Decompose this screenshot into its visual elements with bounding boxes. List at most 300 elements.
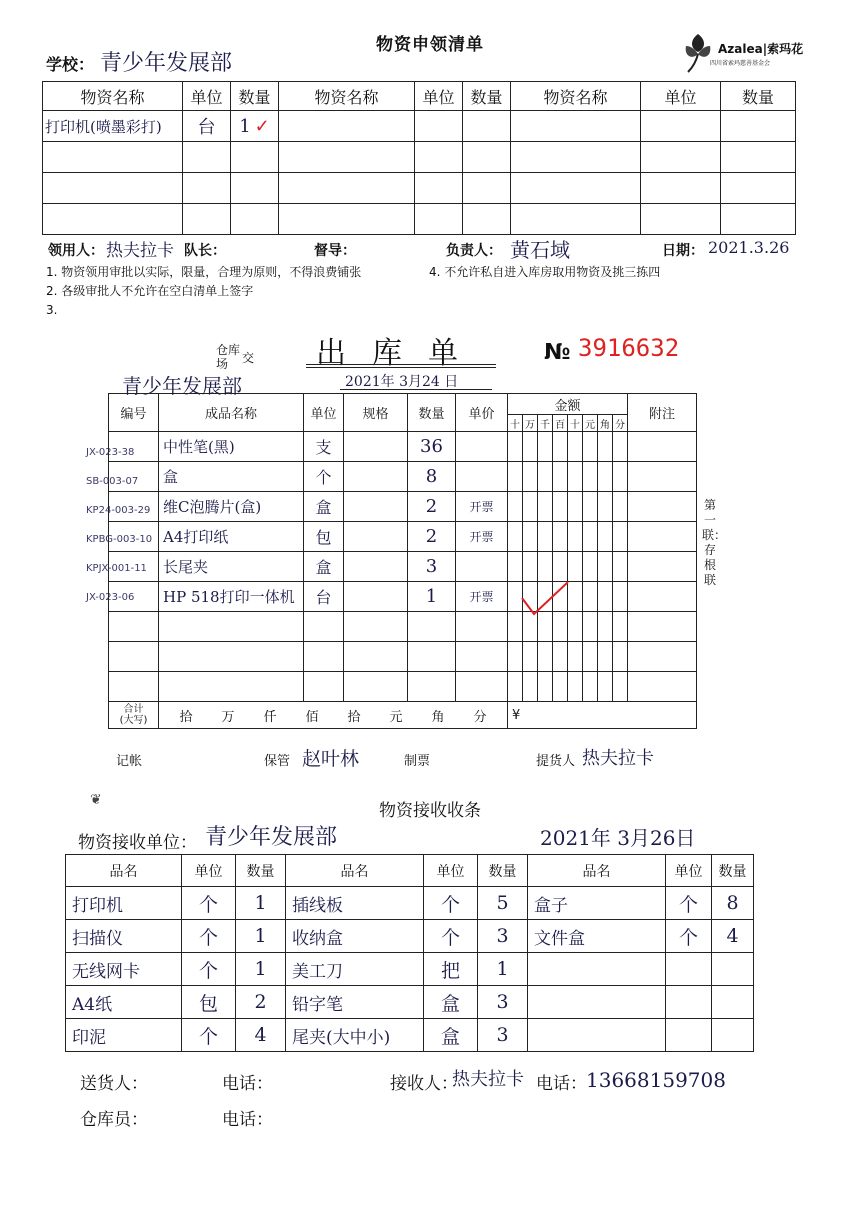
table-cell: 盒 — [304, 492, 344, 522]
leaf-icon: ❦ — [90, 792, 102, 808]
outbound-signature-row — [116, 750, 696, 772]
column-header: 数量 — [236, 855, 286, 887]
warehouse-side-label — [216, 343, 255, 371]
table-cell — [583, 462, 598, 492]
table-cell — [598, 462, 613, 492]
table-header-row — [109, 394, 697, 415]
table-cell — [628, 432, 697, 462]
foundation-logo — [680, 30, 804, 80]
signature-row — [48, 240, 808, 262]
warehouse-keeper-label: 仓库员： — [80, 1110, 148, 1130]
table-cell: 3 — [478, 1019, 528, 1052]
table-cell — [344, 642, 408, 672]
pickup-value: 热夫拉卡 — [582, 748, 654, 769]
table-cell — [159, 642, 304, 672]
table-cell: 个 — [182, 1019, 236, 1052]
table-cell: 1 — [478, 953, 528, 986]
column-header: 编号 — [109, 394, 159, 432]
table-cell — [511, 111, 641, 142]
amount-col: 万 — [523, 415, 538, 432]
table-cell: 8 — [408, 462, 456, 492]
quantity-value: 1 — [239, 115, 251, 137]
table-cell — [613, 462, 628, 492]
table-cell: 铅字笔 — [286, 986, 424, 1019]
table-cell — [598, 552, 613, 582]
total-unit: 元 — [389, 709, 403, 725]
total-unit: 佰 — [305, 709, 319, 725]
requisition-table — [42, 81, 796, 235]
item-code: KPBG-003-10 — [86, 534, 153, 545]
table-cell — [159, 612, 304, 642]
amount-col: 千 — [538, 415, 553, 432]
table-cell — [508, 432, 523, 462]
table-cell — [712, 986, 754, 1019]
table-cell — [408, 642, 456, 672]
table-row — [43, 111, 796, 142]
table-cell: 1 — [236, 920, 286, 953]
table-cell — [523, 462, 538, 492]
item-code: JX-023-06 — [86, 592, 135, 603]
column-header: 数量 — [721, 82, 796, 111]
transfer-label: 交 — [242, 351, 255, 365]
table-cell — [598, 582, 613, 612]
table-cell — [456, 642, 508, 672]
table-cell — [628, 522, 697, 552]
table-cell: 4 — [236, 1019, 286, 1052]
table-cell: 中性笔(黑) — [159, 432, 304, 462]
receiver-value: 热夫拉卡 — [452, 1069, 524, 1090]
table-cell — [538, 432, 553, 462]
custodian-label: 保管 — [264, 754, 291, 769]
table-cell — [109, 642, 159, 672]
supervisor-label: 督导： — [314, 243, 356, 259]
table-cell — [344, 492, 408, 522]
total-unit: 角 — [431, 709, 445, 725]
table-cell — [641, 111, 721, 142]
table-cell — [538, 552, 553, 582]
receiver-phone-label: 电话： — [536, 1074, 587, 1094]
table-cell — [598, 492, 613, 522]
table-cell — [628, 462, 697, 492]
table-cell — [721, 111, 796, 142]
receiving-unit-label: 物资接收单位： — [78, 833, 197, 853]
table-cell: 美工刀 — [286, 953, 424, 986]
table-cell — [159, 672, 304, 702]
table-cell — [456, 462, 508, 492]
table-cell: 盒 — [424, 986, 478, 1019]
table-cell — [553, 462, 568, 492]
column-header: 数量 — [231, 82, 279, 111]
table-cell — [666, 1019, 712, 1052]
table-cell — [553, 642, 568, 672]
table-cell — [456, 432, 508, 462]
table-cell: 开票 — [456, 492, 508, 522]
table-cell — [568, 672, 583, 702]
table-cell — [568, 552, 583, 582]
table-cell — [523, 522, 538, 552]
table-cell: 个 — [182, 953, 236, 986]
table-cell — [344, 672, 408, 702]
warehouse-phone-label: 电话： — [222, 1110, 273, 1130]
amount-col: 角 — [598, 415, 613, 432]
table-cell — [528, 953, 666, 986]
table-cell: HP 518打印一体机 — [159, 582, 304, 612]
table-cell — [508, 552, 523, 582]
logo-name: Azalea|索玛花 — [718, 42, 804, 56]
table-cell — [598, 642, 613, 672]
table-cell — [628, 582, 697, 612]
table-cell — [523, 492, 538, 522]
form1-title: 物资申领清单 — [376, 35, 484, 55]
table-cell: 3 — [408, 552, 456, 582]
table-cell: 个 — [666, 920, 712, 953]
table-row — [109, 582, 697, 612]
table-cell — [344, 462, 408, 492]
receiving-unit-value: 青少年发展部 — [205, 825, 338, 850]
table-cell: 开票 — [456, 522, 508, 552]
table-cell: 文件盒 — [528, 920, 666, 953]
table-cell: 无线网卡 — [66, 953, 182, 986]
table-cell — [538, 492, 553, 522]
flower-icon — [680, 30, 716, 74]
column-header: 成品名称 — [159, 394, 304, 432]
table-cell — [109, 462, 159, 492]
table-cell: 个 — [666, 887, 712, 920]
table-cell — [344, 612, 408, 642]
item-code: JX-023-38 — [86, 447, 135, 458]
table-cell — [553, 432, 568, 462]
note-4: 4. 不允许私自进入库房取用物资及挑三拣四 — [429, 265, 661, 279]
table-cell — [613, 552, 628, 582]
responsible-value: 黄石域 — [510, 238, 570, 262]
column-header: 数量 — [712, 855, 754, 887]
table-cell: 盒子 — [528, 887, 666, 920]
table-cell — [523, 432, 538, 462]
number-value: 3916632 — [578, 334, 680, 362]
table-cell — [408, 612, 456, 642]
table-cell: 打印机(喷墨彩打) — [43, 111, 183, 142]
table-cell — [666, 986, 712, 1019]
recipient-value: 热夫拉卡 — [106, 241, 174, 261]
table-cell — [553, 492, 568, 522]
column-header: 单位 — [666, 855, 712, 887]
table-row — [109, 612, 697, 642]
school-value: 青少年发展部 — [100, 51, 233, 76]
table-row — [43, 173, 796, 204]
table-cell — [508, 522, 523, 552]
note-1: 1. 物资领用审批以实际，限量，合理为原则，不得浪费铺张 — [46, 265, 362, 279]
table-row — [66, 1019, 754, 1052]
total-unit: 分 — [473, 709, 487, 725]
table-cell — [456, 612, 508, 642]
pickup-label: 提货人 — [536, 754, 576, 769]
table-cell — [344, 522, 408, 552]
column-header: 单位 — [415, 82, 463, 111]
department-value: 青少年发展部 — [122, 374, 242, 398]
amount-col: 十 — [508, 415, 523, 432]
total-row — [109, 702, 697, 729]
table-cell: 盒 — [424, 1019, 478, 1052]
table-cell — [538, 672, 553, 702]
table-row — [43, 204, 796, 235]
table-cell — [109, 492, 159, 522]
table-row — [109, 492, 697, 522]
table-cell — [568, 522, 583, 552]
table-cell — [109, 612, 159, 642]
table-cell — [344, 582, 408, 612]
school-label: 学校： — [46, 55, 95, 74]
table-header-row — [43, 82, 796, 111]
recipient-label: 领用人： — [48, 243, 104, 259]
sender-label: 送货人： — [80, 1074, 148, 1094]
receipt-date: 2021年 3月26日 — [540, 826, 696, 850]
table-cell — [344, 432, 408, 462]
table-cell — [583, 492, 598, 522]
table-cell: 打印机 — [66, 887, 182, 920]
table-cell — [598, 432, 613, 462]
yen-symbol: ¥ — [512, 707, 521, 723]
table-cell — [508, 492, 523, 522]
amount-col: 十 — [568, 415, 583, 432]
table-cell — [583, 432, 598, 462]
outbound-date: 2021年 3月24 日 — [345, 374, 459, 390]
table-cell: 5 — [478, 887, 528, 920]
table-cell — [553, 522, 568, 552]
note-3: 3. — [46, 303, 58, 317]
column-header: 数量 — [478, 855, 528, 887]
table-cell — [583, 642, 598, 672]
table-cell — [553, 552, 568, 582]
copy-note: 第一联：存根联 — [702, 498, 727, 587]
responsible-label: 负责人： — [446, 243, 502, 259]
amount-col: 元 — [583, 415, 598, 432]
table-row — [109, 642, 697, 672]
table-cell: 长尾夹 — [159, 552, 304, 582]
table-cell: 包 — [304, 522, 344, 552]
receipt-footer — [80, 1066, 780, 1146]
table-cell — [583, 672, 598, 702]
column-header: 物资名称 — [43, 82, 183, 111]
table-cell: A4纸 — [66, 986, 182, 1019]
table-cell — [408, 672, 456, 702]
table-cell — [508, 642, 523, 672]
column-header: 附注 — [628, 394, 697, 432]
column-header: 品名 — [528, 855, 666, 887]
item-code: KP24-003-29 — [86, 505, 151, 516]
warehouse-label: 仓库 场 — [216, 343, 241, 371]
table-cell: 2 — [408, 522, 456, 552]
table-cell: 个 — [182, 920, 236, 953]
table-cell — [598, 612, 613, 642]
table-row — [109, 462, 697, 492]
column-header: 品名 — [286, 855, 424, 887]
table-cell — [538, 642, 553, 672]
table-cell — [109, 552, 159, 582]
table-cell — [628, 552, 697, 582]
table-row — [66, 986, 754, 1019]
table-row — [109, 672, 697, 702]
table-row — [43, 142, 796, 173]
logo-subtitle: 四川省索玛慈善基金会 — [710, 60, 771, 67]
check-mark-icon: ✓ — [254, 115, 270, 137]
table-cell: 个 — [304, 462, 344, 492]
table-row — [109, 432, 697, 462]
table-cell: 个 — [424, 920, 478, 953]
column-header: 单价 — [456, 394, 508, 432]
table-cell — [538, 462, 553, 492]
table-cell — [613, 642, 628, 672]
table-cell: 插线板 — [286, 887, 424, 920]
total-unit: 仟 — [263, 709, 277, 725]
table-cell — [568, 642, 583, 672]
table-cell: 尾夹(大中小) — [286, 1019, 424, 1052]
date-value: 2021.3.26 — [708, 238, 790, 257]
item-code: SB-003-07 — [86, 476, 139, 487]
table-cell — [628, 642, 697, 672]
maker-label: 制票 — [404, 754, 431, 769]
column-header: 品名 — [66, 855, 182, 887]
table-cell: 8 — [712, 887, 754, 920]
table-cell — [568, 462, 583, 492]
table-cell — [109, 582, 159, 612]
outbound-title: 出库单 — [316, 336, 484, 371]
table-cell — [523, 642, 538, 672]
column-header: 单位 — [304, 394, 344, 432]
table-cell — [508, 462, 523, 492]
table-header-row — [66, 855, 754, 887]
column-header: 数量 — [463, 82, 511, 111]
table-row — [66, 920, 754, 953]
table-cell: 36 — [408, 432, 456, 462]
table-cell — [613, 612, 628, 642]
receipt-title: 物资接收收条 — [379, 801, 481, 821]
table-cell — [613, 432, 628, 462]
table-cell — [538, 522, 553, 552]
table-cell — [583, 612, 598, 642]
table-cell — [598, 522, 613, 552]
table-cell — [613, 582, 628, 612]
table-cell: 支 — [304, 432, 344, 462]
table-row — [66, 887, 754, 920]
receiver-phone-value: 13668159708 — [586, 1068, 726, 1092]
table-cell: 个 — [182, 887, 236, 920]
amount-col: 百 — [553, 415, 568, 432]
table-cell: 4 — [712, 920, 754, 953]
total-unit: 万 — [221, 709, 235, 725]
table-cell — [583, 522, 598, 552]
table-cell: 个 — [424, 887, 478, 920]
column-header: 规格 — [344, 394, 408, 432]
table-cell: 印泥 — [66, 1019, 182, 1052]
column-header: 单位 — [424, 855, 478, 887]
table-cell — [613, 522, 628, 552]
column-header: 单位 — [182, 855, 236, 887]
table-cell: 3 — [478, 986, 528, 1019]
table-cell — [583, 582, 598, 612]
column-header: 数量 — [408, 394, 456, 432]
title-underline — [306, 364, 496, 365]
outbound-table — [108, 393, 697, 729]
table-cell — [304, 642, 344, 672]
table-cell — [712, 953, 754, 986]
table-cell: 1 — [236, 953, 286, 986]
table-cell — [628, 612, 697, 642]
column-header: 单位 — [183, 82, 231, 111]
table-cell — [463, 111, 511, 142]
table-cell — [304, 612, 344, 642]
sender-phone-label: 电话： — [222, 1074, 273, 1094]
table-cell — [344, 552, 408, 582]
bookkeeping-label: 记帐 — [116, 754, 143, 769]
table-cell — [231, 111, 279, 142]
table-cell: 3 — [478, 920, 528, 953]
total-amount — [508, 702, 697, 729]
total-label: 合计 (大写) — [109, 702, 159, 729]
paper-overlap — [0, 780, 860, 792]
table-cell — [613, 492, 628, 522]
table-cell: A4打印纸 — [159, 522, 304, 552]
check-mark-icon — [520, 578, 570, 618]
table-cell — [304, 672, 344, 702]
table-cell: 把 — [424, 953, 478, 986]
custodian-value: 赵叶林 — [302, 748, 360, 770]
table-cell: 台 — [183, 111, 231, 142]
table-cell — [598, 672, 613, 702]
table-cell: 扫描仪 — [66, 920, 182, 953]
total-unit: 拾 — [347, 709, 361, 725]
table-cell — [666, 953, 712, 986]
table-row — [109, 522, 697, 552]
table-cell — [109, 672, 159, 702]
paper-overlap — [400, 284, 740, 296]
amount-col: 分 — [613, 415, 628, 432]
table-cell — [109, 522, 159, 552]
total-units — [159, 702, 508, 729]
table-cell: 维C泡腾片(盒) — [159, 492, 304, 522]
table-cell — [523, 552, 538, 582]
table-cell — [456, 552, 508, 582]
column-header: 物资名称 — [279, 82, 415, 111]
table-cell — [628, 672, 697, 702]
table-cell: 开票 — [456, 582, 508, 612]
table-cell — [553, 672, 568, 702]
table-cell — [415, 111, 463, 142]
column-header: 金额 — [508, 394, 628, 415]
note-2: 2. 各级审批人不允许在空白清单上签字 — [46, 284, 254, 298]
table-cell: 1 — [236, 887, 286, 920]
item-code: KPJX-001-11 — [86, 563, 147, 574]
table-cell — [712, 1019, 754, 1052]
table-cell: 收纳盒 — [286, 920, 424, 953]
table-row — [109, 552, 697, 582]
receipt-table — [65, 854, 754, 1052]
table-cell: 包 — [182, 986, 236, 1019]
table-cell — [568, 432, 583, 462]
table-cell — [568, 492, 583, 522]
table-cell: 盒 — [304, 552, 344, 582]
title-underline — [306, 367, 496, 368]
total-unit: 拾 — [179, 709, 193, 725]
table-cell — [508, 672, 523, 702]
table-cell — [528, 986, 666, 1019]
table-cell: 2 — [408, 492, 456, 522]
number-label: № — [544, 340, 571, 365]
table-cell — [613, 672, 628, 702]
table-cell — [583, 552, 598, 582]
column-header: 单位 — [641, 82, 721, 111]
table-cell: 2 — [236, 986, 286, 1019]
column-header: 物资名称 — [511, 82, 641, 111]
